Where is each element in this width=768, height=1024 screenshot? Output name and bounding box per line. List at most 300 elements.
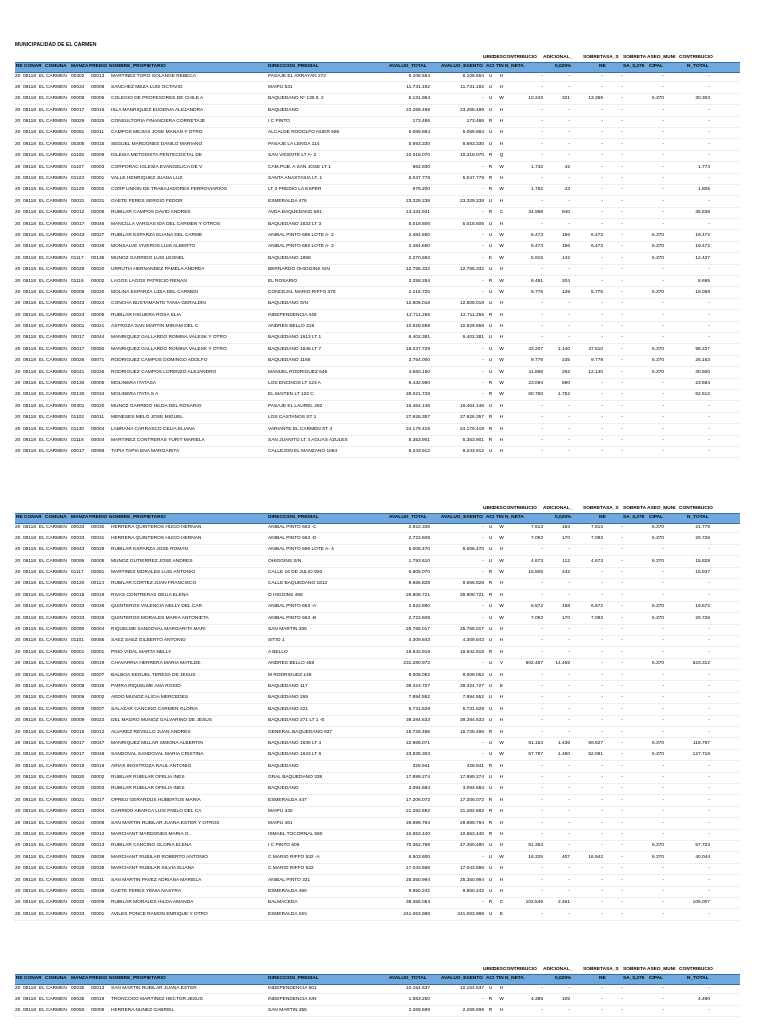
cell-contribucion-neta: -	[541, 221, 543, 227]
cell-contribucion-neta: 6.572	[530, 604, 543, 610]
cell-sobretasa: -	[601, 763, 603, 769]
cell-tin: H	[499, 877, 504, 883]
cell-sobretasa-275: -	[621, 797, 623, 803]
cell-contribucion-total: -	[708, 820, 710, 826]
cell-sobretasa-275: -	[621, 312, 623, 318]
cell-conar: 08118	[23, 558, 36, 564]
cell-aci: U	[488, 740, 493, 746]
cell-direccion: CALLE 16 DE JULIO 920	[268, 570, 323, 576]
table-row	[15, 670, 740, 681]
cell-tin: W	[499, 244, 504, 250]
table-row	[15, 659, 740, 670]
cell-manza: 00002	[71, 672, 85, 678]
cell-sobretasa-275: -	[621, 672, 623, 678]
cell-direccion: BAQUEDANO 1633 LT 3	[268, 221, 322, 227]
cell-nombre: MOLINERA ITATA S A	[111, 392, 159, 398]
cell-avaluo-exento: -	[482, 255, 484, 261]
cell-sobretasa: -	[601, 832, 603, 838]
hdr-ubic: UBIC	[483, 506, 495, 511]
cell-aci: U	[488, 141, 493, 147]
cell-aci: R	[488, 278, 493, 284]
cell-conar: 08118	[23, 267, 36, 273]
cell-avaluo-total: 28.021.728	[405, 392, 430, 398]
cell-aseo: -	[662, 581, 664, 587]
table-row	[15, 1006, 740, 1017]
cell-contribucion-neta: 4.385	[530, 996, 543, 1002]
cell-contribucion-neta: -	[541, 335, 543, 341]
cell-predio: 00002	[91, 775, 105, 781]
cell-nombre: MUNOZ GARRIDO LUIS LEONEL	[111, 255, 185, 261]
cell-adicional: 156	[561, 232, 570, 238]
cell-contribucion-total: 118.787	[693, 740, 710, 746]
cell-sobretasa-275: -	[621, 889, 623, 894]
cell-direccion: ANDRES BELLO 458	[268, 661, 315, 667]
cell-manza: 00024	[71, 312, 85, 318]
cell-conar: 08118	[23, 289, 36, 295]
cell-contribucion-neta: -	[541, 638, 543, 644]
cell-contribucion-neta: -	[541, 649, 543, 655]
cell-nombre: LAGOS LAGOS PATRICIO RENAN	[111, 278, 187, 284]
table-row	[15, 738, 740, 749]
cell-direccion: LT 3 PREDIO LA ESPER	[268, 187, 322, 193]
cell-avaluo-exento: 8.243.912	[462, 449, 484, 455]
cell-avaluo-exento: 5.069.884	[462, 130, 484, 136]
hdr-des: DES	[493, 55, 503, 60]
cell-tin: H	[499, 301, 504, 307]
cell-direccion: I C PINTO 606	[268, 843, 300, 849]
cell-comuna: EL CARMEN	[39, 832, 67, 838]
cell-contribucion-total: -	[708, 73, 710, 79]
cell-comuna: EL CARMEN	[39, 426, 67, 432]
cell-aci: R	[488, 729, 493, 735]
cell-contribucion-total: 20.726	[695, 535, 710, 541]
cell-conar: 08118	[23, 889, 36, 894]
cell-avaluo-exento: -	[482, 615, 484, 621]
hdr-nombre: NOMBRE_PROPIETARIO	[109, 976, 166, 981]
cell-conar: 08118	[23, 84, 36, 90]
cell-sobretasa: -	[601, 729, 603, 735]
cell-comuna: EL CARMEN	[39, 718, 67, 724]
cell-contribucion-neta: 57.767	[528, 752, 543, 758]
hdr-cipal: CIPAL	[649, 515, 664, 520]
cell-manza: 01116	[71, 278, 84, 284]
cell-comuna: EL CARMEN	[39, 346, 67, 352]
cell-direccion: SAN MARTIN 355	[268, 1008, 307, 1014]
cell-direccion: ANIBAL PINTO 663 -D	[268, 535, 317, 541]
cell-contribucion-total: -	[708, 638, 710, 644]
cell-avaluo-exento: 17.899.274	[459, 775, 484, 781]
cell-aci: U	[488, 695, 493, 701]
hdr-contribucio-total: CONTRIBUCIO	[679, 967, 713, 972]
cell-avaluo-total: 5.353.901	[408, 438, 430, 443]
cell-re: 20	[15, 221, 21, 227]
cell-sobretasa-275: -	[621, 210, 623, 216]
cell-tin: H	[499, 649, 504, 655]
cell-avaluo-exento: -	[482, 996, 484, 1002]
table-row	[15, 522, 740, 533]
cell-predio: 00020	[91, 289, 105, 295]
cell-adicional: -	[568, 877, 570, 883]
hdr-sobretasa: SOBRETASA_S	[583, 55, 619, 60]
cell-contribucion-total: 30.303	[695, 96, 710, 102]
cell-contribucion-neta: 7.093	[530, 615, 543, 621]
cell-manza: 00043	[71, 301, 85, 307]
cell-re: 20	[15, 911, 21, 917]
hdr-comuna: COMUNA	[45, 515, 67, 520]
hdr-avaluo-exento: AVALUO_EXENTO	[441, 976, 483, 981]
cell-contribucion-neta: 102.546	[525, 900, 543, 906]
cell-aci: R	[488, 312, 493, 318]
cell-sobretasa: 16.942	[588, 854, 603, 860]
cell-aseo: -	[662, 809, 664, 815]
cell-sobretasa: -	[601, 267, 603, 273]
cell-comuna: EL CARMEN	[39, 558, 67, 564]
table-row	[15, 424, 740, 435]
table-section-3	[15, 964, 740, 1017]
cell-sobretasa: 6.473	[590, 244, 603, 250]
cell-avaluo-total: 676.200	[412, 187, 430, 193]
cell-aci: U	[488, 198, 493, 204]
cell-predio: 00081	[91, 570, 105, 576]
cell-predio: 00039	[91, 889, 105, 894]
cell-contribucion-total: -	[708, 198, 710, 204]
hdr-ubic: UBIC	[483, 967, 495, 972]
cell-direccion: CAM.PUB. A SAN JOSE LT 1	[268, 164, 331, 170]
cell-contribucion-neta: -	[541, 695, 543, 701]
cell-conar: 08118	[23, 312, 36, 318]
cell-predio: 00136	[91, 255, 105, 261]
cell-direccion: ESMERALDA 447	[268, 797, 307, 803]
cell-conar: 08118	[23, 820, 36, 826]
cell-contribucion-total: -	[708, 797, 710, 803]
cell-manza: 01107	[71, 164, 84, 170]
cell-adicional: -	[568, 153, 570, 159]
cell-contribucion-neta: 16.325	[528, 854, 543, 860]
cell-comuna: EL CARMEN	[39, 312, 67, 318]
cell-avaluo-total: 5.069.884	[408, 130, 430, 136]
cell-sobretasa: -	[601, 786, 603, 792]
cell-manza: 01129	[71, 187, 84, 193]
table-row	[15, 242, 740, 253]
cell-avaluo-exento: 12.711.255	[460, 312, 484, 318]
cell-re: 20	[15, 73, 21, 79]
cell-avaluo-exento: -	[482, 854, 484, 860]
cell-re: 20	[15, 301, 21, 307]
cell-contribucion-total: -	[708, 176, 710, 182]
cell-nombre: ALVAREZ REVELLO JUAN ANDRES	[111, 729, 191, 735]
cell-aci: R	[488, 832, 493, 838]
cell-aci: U	[488, 130, 493, 136]
cell-sobretasa-275: -	[621, 221, 623, 227]
cell-comuna: EL CARMEN	[39, 985, 67, 991]
cell-sobretasa: -	[601, 381, 603, 387]
cell-predio: 00004	[91, 426, 105, 432]
hdr-predio: PREDIO	[89, 515, 108, 520]
cell-adicional: -	[568, 729, 570, 735]
hdr-aseo: ASEO_MUNI	[647, 967, 676, 972]
cell-contribucion-neta: 9.779	[530, 358, 543, 364]
cell-avaluo-exento: 9.850.242	[462, 889, 484, 894]
cell-aci: U	[488, 843, 493, 849]
cell-avaluo-total: 28.808.721	[405, 592, 430, 598]
cell-predio: 00019	[91, 661, 105, 667]
cell-tin: H	[499, 449, 504, 455]
cell-conar: 08118	[23, 809, 36, 815]
cell-sobretasa-275: -	[621, 706, 623, 712]
cell-nombre: ISLA MANRIQUEZ EUGENIA ALEJANDRA	[111, 107, 204, 113]
cell-sobretasa-275: -	[621, 324, 623, 330]
cell-manza: 00035	[71, 996, 85, 1002]
cell-predio: 00024	[91, 301, 105, 307]
cell-contribucion-total: -	[708, 718, 710, 724]
cell-contribucion-total: -	[708, 438, 710, 443]
cell-sobretasa-275: -	[621, 278, 623, 284]
cell-contribucion-neta: 10.243	[528, 96, 543, 102]
cell-predio: 00019	[91, 592, 105, 598]
cell-contribucion-neta: 51.154	[528, 740, 543, 746]
cell-manza: 00017	[71, 752, 85, 758]
table-row	[15, 898, 740, 909]
cell-contribucion-total: 105.007	[692, 900, 710, 906]
cell-contribucion-total: 8.695	[697, 278, 710, 284]
cell-nombre: SAN MARTIN PAVEZ ADRIANA MARIELA	[111, 877, 202, 883]
cell-re: 20	[15, 346, 21, 352]
cell-contribucion-total: -	[708, 683, 710, 689]
cell-sobretasa: -	[601, 141, 603, 147]
cell-direccion: GENERAL BAQUEDANO 937	[268, 729, 333, 735]
cell-avaluo-exento: 7.894.552	[462, 695, 484, 701]
cell-predio: 00027	[91, 232, 105, 238]
cell-avaluo-total: 13.434.931	[405, 210, 430, 216]
cell-aci: U	[488, 911, 493, 917]
cell-direccion: MAIPU 440	[268, 809, 293, 815]
cell-conar: 08118	[23, 415, 36, 421]
cell-contribucion-total: 20.726	[695, 615, 710, 621]
cell-re: 20	[15, 695, 21, 701]
cell-aseo: -	[662, 107, 664, 113]
table-row	[15, 852, 740, 863]
table-row	[15, 276, 740, 287]
cell-avaluo-total: 17.206.072	[405, 797, 430, 803]
cell-re: 20	[15, 558, 21, 564]
cell-avaluo-exento: 10.154.637	[459, 985, 484, 991]
table-section-2	[15, 503, 740, 921]
cell-avaluo-exento: 12.755.332	[459, 267, 484, 273]
cell-aseo: 6.370	[651, 752, 664, 758]
cell-tin: H	[499, 415, 504, 421]
cell-nombre: SANDOVAL SANDOVAL MARIA CRISTINA	[111, 752, 204, 758]
cell-nombre: RUBILAR RUBILAR OFELIA INES	[111, 786, 185, 792]
cell-re: 20	[15, 392, 21, 398]
cell-conar: 08118	[23, 985, 36, 991]
cell-avaluo-total: 5.018.606	[408, 221, 430, 227]
cell-conar: 08118	[23, 164, 36, 170]
table-row	[15, 681, 740, 692]
cell-predio: 00019	[91, 763, 105, 769]
hdr-sa: SA_0,275	[623, 64, 645, 69]
cell-adicional: 321	[561, 96, 570, 102]
cell-contribucion-total: 1.774	[697, 164, 710, 170]
cell-conar: 08118	[23, 763, 36, 769]
cell-conar: 08118	[23, 638, 36, 644]
cell-avaluo-total: 23.835.303	[405, 752, 430, 758]
hdr-cipal: CIPAL	[649, 976, 664, 981]
hdr-avaluo-exento: AVALUO_EXENTO	[441, 515, 483, 520]
cell-re: 20	[15, 706, 21, 712]
cell-sobretasa-275: -	[621, 96, 623, 102]
hdr-n-total: N_TOTAL	[687, 64, 709, 69]
cell-predio: 00021	[91, 324, 105, 330]
table-row	[15, 533, 740, 544]
cell-re: 20	[15, 96, 21, 102]
cell-conar: 08118	[23, 449, 36, 455]
cell-conar: 08118	[23, 570, 36, 576]
cell-predio: 00046	[91, 221, 105, 227]
cell-avaluo-exento: 10.653.440	[459, 832, 484, 838]
cell-tin: H	[499, 820, 504, 826]
cell-nombre: MOLINERA ITATASA	[111, 381, 157, 387]
cell-avaluo-total: 9.432.990	[408, 381, 430, 387]
cell-nombre: MUNOZ GUTIERREZ JOSE ANDRES	[111, 558, 193, 564]
cell-manza: 00041	[71, 369, 85, 375]
cell-manza: 01123	[71, 176, 84, 182]
cell-aseo: -	[662, 198, 664, 204]
cell-conar: 08118	[23, 426, 36, 432]
cell-predio: 00006	[91, 381, 105, 387]
cell-avaluo-exento: 5.047.778	[462, 176, 484, 182]
cell-nombre: CORP UNION DE TRABAJADORES FERROVIARIOS	[111, 187, 228, 193]
cell-aci: U	[488, 449, 493, 455]
cell-aseo: -	[662, 335, 664, 341]
cell-tin: H	[499, 775, 504, 781]
cell-predio: 00047	[91, 740, 105, 746]
cell-avaluo-total: 18.942.919	[405, 649, 430, 655]
cell-avaluo-exento: 39.284.633	[459, 718, 484, 724]
cell-adicional: -	[568, 1008, 570, 1014]
cell-conar: 08118	[23, 187, 36, 193]
cell-comuna: EL CARMEN	[39, 820, 67, 826]
table-row	[15, 265, 740, 276]
cell-nombre: PINO VIDAL MARTA NELLY	[111, 649, 172, 655]
cell-re: 20	[15, 797, 21, 803]
cell-predio: 00030	[91, 524, 105, 530]
cell-nombre: MANRIQUEZ MILLAR SIMONA ALBERTIN	[111, 740, 203, 746]
cell-comuna: EL CARMEN	[39, 866, 67, 872]
cell-aseo: -	[662, 877, 664, 883]
cell-direccion: BAQUEDANO 1858	[268, 255, 311, 261]
cell-re: 20	[15, 449, 21, 455]
cell-predio: 00002	[91, 187, 105, 193]
hdr-contribucio-total: CONTRIBUCIO	[679, 55, 713, 60]
cell-contribucion-total: -	[708, 706, 710, 712]
cell-comuna: EL CARMEN	[39, 255, 67, 261]
cell-aci: U	[488, 221, 493, 227]
cell-sobretasa: -	[601, 130, 603, 136]
cell-sobretasa-275: -	[621, 141, 623, 147]
cell-contribucion-neta: -	[541, 438, 543, 443]
cell-comuna: EL CARMEN	[39, 900, 67, 906]
cell-avaluo-total: 241.063.988	[403, 911, 430, 917]
hdr-re: RE	[16, 976, 23, 981]
cell-avaluo-total: 39.284.633	[405, 718, 430, 724]
cell-nombre: SALAZAR CANCINO CARMEN GLORIA	[111, 706, 198, 712]
cell-sobretasa: 62.091	[588, 752, 603, 758]
cell-adicional: -	[568, 985, 570, 991]
cell-direccion: BAQUEDANO 221	[268, 706, 308, 712]
cell-re: 20	[15, 832, 21, 838]
cell-aseo: -	[662, 832, 664, 838]
cell-aseo: -	[662, 312, 664, 318]
cell-sobretasa: 59.827	[588, 740, 603, 746]
cell-manza: 00043	[71, 232, 85, 238]
cell-avaluo-total: 3.094.684	[408, 786, 430, 792]
cell-predio: 00004	[91, 627, 105, 633]
cell-sobretasa-275: -	[621, 740, 623, 746]
cell-aci: U	[488, 335, 493, 341]
cell-tin: E	[499, 683, 504, 689]
cell-sobretasa-275: -	[621, 107, 623, 113]
cell-avaluo-exento: -	[482, 604, 484, 610]
cell-avaluo-exento: 5.731.629	[462, 706, 484, 712]
table-row	[15, 568, 740, 579]
cell-avaluo-exento: 173.486	[466, 119, 484, 125]
cell-nombre: HERRERA QUINTEROS HUGO HERNAN	[111, 535, 202, 541]
hdr-des: DES	[493, 506, 503, 511]
cell-manza: 00029	[71, 854, 85, 860]
cell-comuna: EL CARMEN	[39, 358, 67, 364]
hdr-sobretasa: SOBRETASA_S	[583, 967, 619, 972]
cell-contribucion-total: 19.472	[695, 244, 710, 250]
cell-avaluo-exento: -	[482, 187, 484, 193]
cell-conar: 08118	[23, 153, 36, 159]
cell-contribucion-total: -	[708, 877, 710, 883]
table-row	[15, 333, 740, 344]
cell-tin: W	[499, 278, 504, 284]
hdr-contribucio: CONTRIBUCIO	[503, 967, 537, 972]
cell-conar: 08118	[23, 843, 36, 849]
cell-aseo: 6.370	[651, 289, 664, 295]
cell-avaluo-exento: 39.324.727	[459, 683, 484, 689]
cell-comuna: EL CARMEN	[39, 889, 67, 894]
cell-contribucion-neta: 6.473	[530, 232, 543, 238]
cell-avaluo-total: 39.365.054	[405, 900, 430, 906]
cell-avaluo-exento: -	[482, 570, 484, 576]
cell-aci: U	[488, 672, 493, 678]
cell-tin: H	[499, 843, 504, 849]
cell-conar: 08118	[23, 96, 36, 102]
cell-manza: 00023	[71, 809, 85, 815]
cell-contribucion-total: -	[708, 547, 710, 553]
hdr-adicional: ADICIONAL_	[543, 967, 573, 972]
cell-sobretasa: -	[601, 683, 603, 689]
cell-avaluo-exento: 12.506.018	[459, 301, 484, 307]
cell-aci: U	[488, 706, 493, 712]
cell-tin: H	[499, 312, 504, 318]
table-row	[15, 795, 740, 806]
cell-contribucion-neta: -	[541, 312, 543, 318]
cell-aseo: -	[662, 119, 664, 125]
cell-aseo: -	[662, 449, 664, 455]
cell-re: 20	[15, 141, 21, 147]
hdr-manza: MANZA	[71, 515, 89, 520]
cell-contribucion-neta: -	[541, 706, 543, 712]
cell-comuna: EL CARMEN	[39, 392, 67, 398]
cell-contribucion-neta: -	[541, 547, 543, 553]
cell-aseo: -	[662, 718, 664, 724]
cell-adicional: -	[568, 638, 570, 644]
cell-re: 20	[15, 381, 21, 387]
cell-conar: 08118	[23, 358, 36, 364]
